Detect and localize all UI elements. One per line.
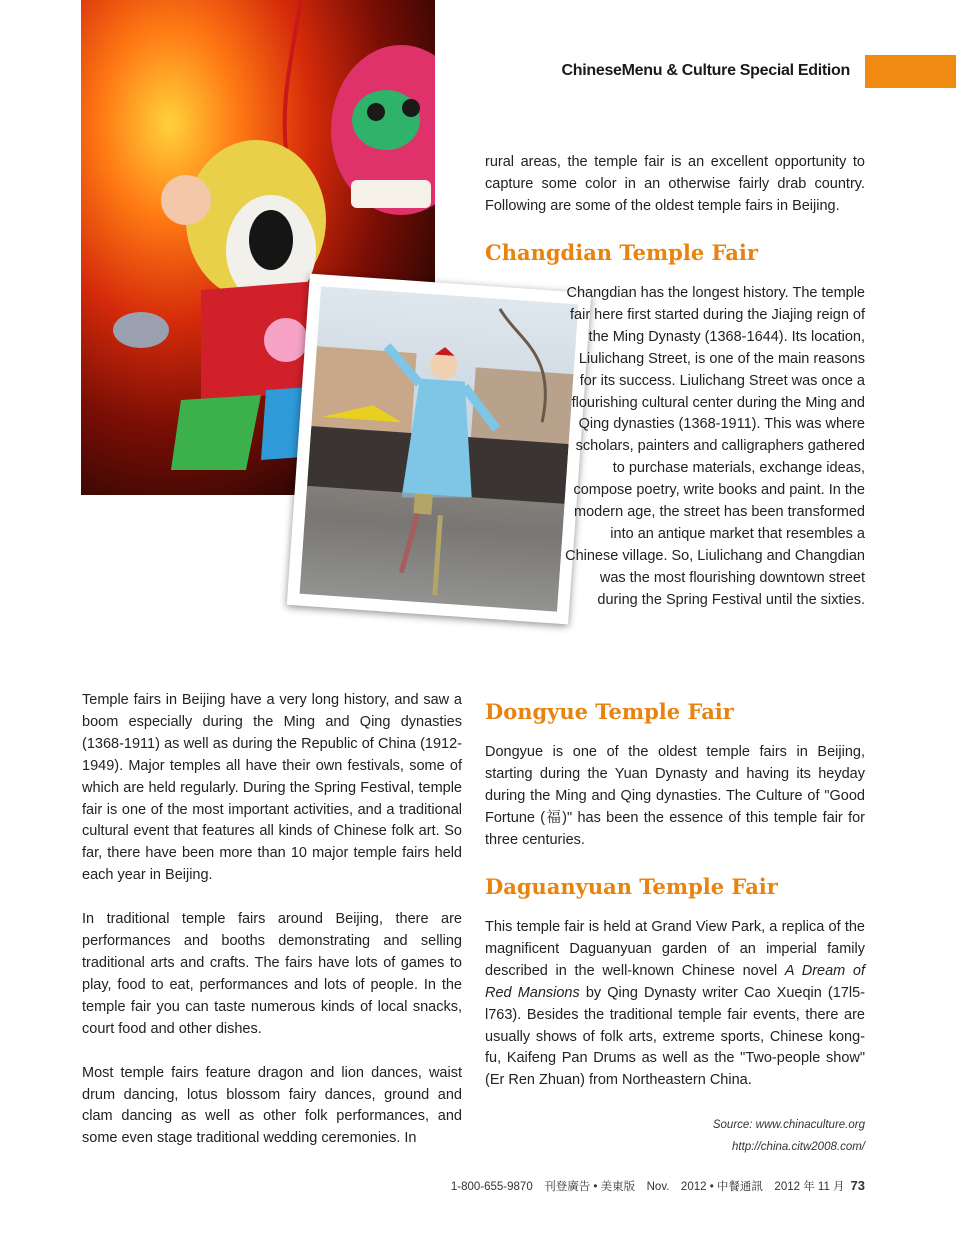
header-accent-bar (865, 55, 956, 88)
source-line-2: http://china.citw2008.com/ (732, 1141, 865, 1153)
left-paragraph-3: Most temple fairs feature dragon and lion dances, waist drum dancing, lotus blossom fairy dances, ground and clam dancing as well as other folk performances, and some even stage traditional wedding ceremonies. In (82, 1064, 462, 1147)
left-paragraph-1: Temple fairs in Beijing have a very long history, and saw a boom especially during the Ming and Qing dynasties (1368-1911) as well as during the Republic of China (1912-1949). Major temples all have their own festivals, some of which are held regularly. During the Spring Festival, temple fair is one of the most important activities, and a traditional cultural event that features all kinds of Chinese folk art. So far, there have been more than 10 major temple fairs held each year in Beijing. (82, 692, 462, 884)
intro-paragraph: rural areas, the temple fair is an excellent opportunity to capture some color in an otherwise fairly drab country. Following are some of the oldest temple fairs in Beijing. (485, 154, 865, 214)
source-line-1: Source: www.chinaculture.org (712, 1119, 865, 1131)
dongyue-paragraph: Dongyue is one of the oldest temple fairs in Beijing, starting during the Yuan Dynasty and having its heyday during the Ming and Qing dynasties. The Culture of "Good Fortune (福)" has been the essence of this temple fair for three centuries. (485, 744, 865, 848)
daguanyuan-paragraph (485, 917, 865, 1092)
page-number: 73 (850, 1178, 865, 1193)
daguanyuan-text-part2: by Qing Dynasty writer Cao Xueqin (17l5-l763). Besides the traditional temple fair events, there are usually shows of folk arts, extreme sports, Chinese kong-fu, Kaifeng Pan Drums as well as the "Two-people show" (Er Ren Zhuan) from Northeastern China. (485, 984, 865, 1089)
left-column (82, 690, 462, 1172)
footer-text: 1-800-655-9870 刊登廣告 • 美東版 Nov. 2012 • 中餐通訊 2012 年 11 月 (450, 1181, 845, 1193)
heading-daguanyuan: Daguanyuan Temple Fair (485, 874, 778, 899)
source-credits (600, 1114, 865, 1158)
stilt-walker-photo (287, 274, 591, 625)
heading-changdian: Changdian Temple Fair (485, 240, 758, 265)
running-header: ChineseMenu & Culture Special Edition (561, 62, 850, 79)
left-paragraph-2: In traditional temple fairs around Beijing, there are performances and booths demonstrating and selling traditional arts and crafts. The fairs have lots of games to play, food to eat, performances and lots of people. In the temple fair you can taste numerous kinds of local snacks, court food and other dishes. (82, 911, 462, 1037)
heading-dongyue: Dongyue Temple Fair (485, 699, 734, 724)
stilt-walker-illustration (300, 286, 579, 611)
changdian-paragraph: Changdian has the longest history. The temple fair here first started during the Jiajing reign of the Ming Dynasty (1368-1644). Its location, Liulichang Street, is one of the main reasons for its success. Liulichang Street was once a flourishing cultural center during the Ming and Qing dynasties (1368-1911). This was where scholars, painters and calligraphers gathered to purchase materials, exchange ideas, compose poetry, write books and paint. In the modern age, the street has been transformed into an antique market that resembles a Chinese village. So, Liulichang and Changdian was the most flourishing downtown street during the Spring Festival until the sixties. (565, 285, 865, 608)
novel-title: A Dream of Red Mansions (485, 962, 865, 1001)
page-footer (400, 1178, 865, 1194)
daguanyuan-text-part1: This temple fair is held at Grand View Park, a replica of the magnificent Daguanyuan garden of an imperial family described in the well-known Chinese novel (485, 919, 865, 979)
